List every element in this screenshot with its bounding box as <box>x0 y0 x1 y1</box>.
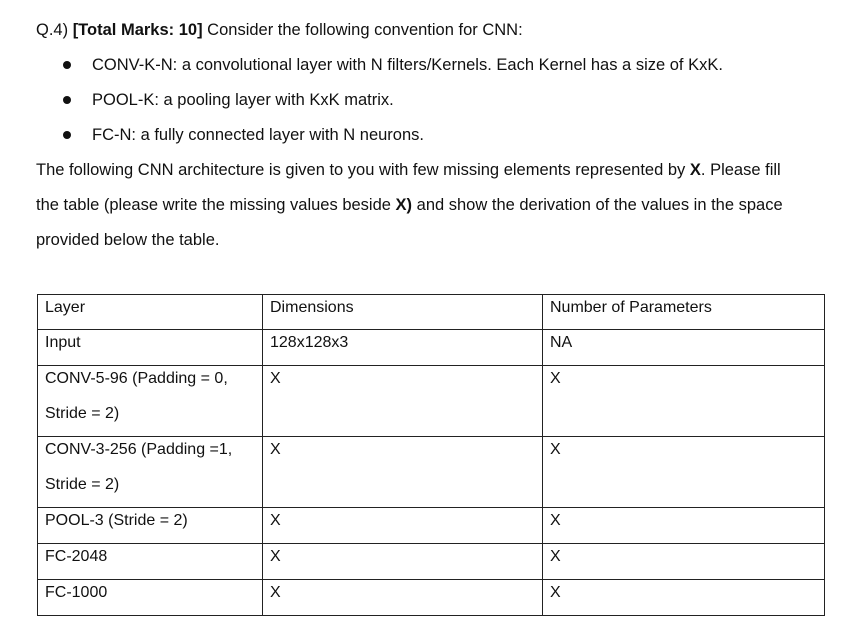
layer-name: Input <box>45 334 81 351</box>
instructions-line <box>36 195 836 230</box>
parameters-cell: X <box>543 366 825 437</box>
instructions-text: . Please fill <box>700 161 781 179</box>
bullet-icon <box>63 61 71 69</box>
layer-name: POOL-3 (Stride = 2) <box>45 512 188 529</box>
convention-item <box>36 125 723 160</box>
table-row <box>38 508 825 544</box>
dimensions-cell: X <box>263 580 543 616</box>
total-marks: [Total Marks: 10] <box>72 21 203 39</box>
convention-text: POOL-K: a pooling layer with KxK matrix. <box>92 91 394 109</box>
convention-text: FC-N: a fully connected layer with N neurons. <box>92 126 424 144</box>
bullet-icon <box>63 96 71 104</box>
convention-list <box>36 55 723 160</box>
instructions-text: the table (please write the missing values beside <box>36 196 391 214</box>
layer-name: CONV-3-256 (Padding =1, <box>45 441 233 458</box>
parameters-cell: X <box>543 580 825 616</box>
instructions-text: provided below the table. <box>36 231 220 249</box>
layer-cell <box>38 508 263 544</box>
header-parameters: Number of Parameters <box>543 295 825 330</box>
convention-text: CONV-K-N: a convolutional layer with N filters/Kernels. Each Kernel has a size of KxK. <box>92 56 723 74</box>
dimensions-cell: X <box>263 544 543 580</box>
question-number: Q.4) <box>36 21 69 39</box>
header-layer: Layer <box>38 295 263 330</box>
question-intro: Consider the following convention for CNN: <box>207 21 523 39</box>
convention-item <box>36 90 723 125</box>
layer-name: CONV-5-96 (Padding = 0, <box>45 370 228 387</box>
layer-cell <box>38 544 263 580</box>
table-row <box>38 544 825 580</box>
instructions-line <box>36 230 836 265</box>
table-row <box>38 580 825 616</box>
instructions-paragraph <box>36 160 836 265</box>
header-dimensions: Dimensions <box>263 295 543 330</box>
layer-cell <box>38 330 263 366</box>
dimensions-cell: X <box>263 366 543 437</box>
layer-cell <box>38 437 263 508</box>
missing-marker: X) <box>395 196 413 214</box>
table-header-row <box>38 295 825 330</box>
instructions-line <box>36 160 836 195</box>
parameters-cell: NA <box>543 330 825 366</box>
parameters-cell: X <box>543 508 825 544</box>
convention-item <box>36 55 723 90</box>
layer-cell <box>38 366 263 437</box>
table-row <box>38 366 825 437</box>
dimensions-cell: X <box>263 508 543 544</box>
instructions-text: and show the derivation of the values in the space <box>416 196 783 214</box>
parameters-cell: X <box>543 437 825 508</box>
table-row <box>38 330 825 366</box>
question-header <box>36 20 836 40</box>
question-block <box>36 20 836 249</box>
layer-name: FC-1000 <box>45 584 108 601</box>
layer-cell <box>38 580 263 616</box>
cnn-architecture-table <box>37 294 825 616</box>
layer-name-cont: Stride = 2) <box>45 405 120 422</box>
parameters-cell: X <box>543 544 825 580</box>
instructions-text: The following CNN architecture is given to you with few missing elements represented by <box>36 161 686 179</box>
missing-marker: X <box>689 161 701 179</box>
table-row <box>38 437 825 508</box>
layer-name: FC-2048 <box>45 548 108 565</box>
bullet-icon <box>63 131 71 139</box>
dimensions-cell: 128x128x3 <box>263 330 543 366</box>
layer-name-cont: Stride = 2) <box>45 476 120 493</box>
dimensions-cell: X <box>263 437 543 508</box>
